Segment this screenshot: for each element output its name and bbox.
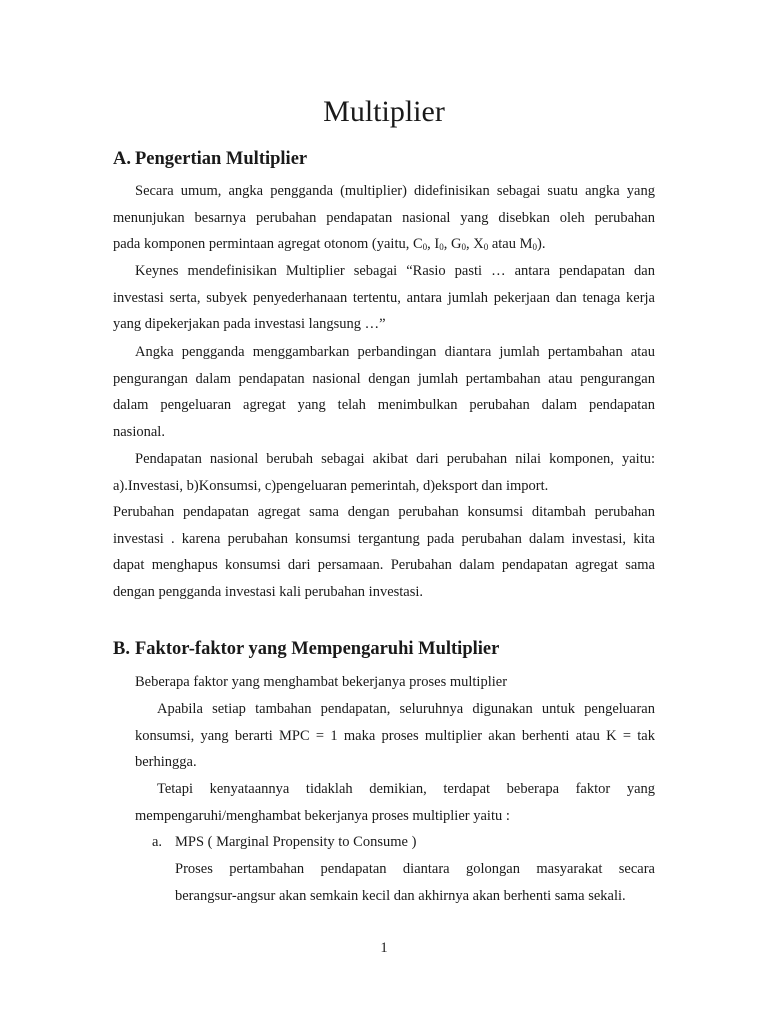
text-span: , X (465, 236, 484, 252)
text-line: dengan pengganda investasi kali perubahan investasi. (113, 583, 424, 600)
text-line: Tetapi kenyataannya tidaklah demikian, terdapat beberapa faktor yang (157, 781, 655, 797)
text-line: a).Investasi, b)Konsumsi, c)pengeluaran pemerintah, d)eksport dan import. (113, 477, 549, 494)
text-line: investasi serta, subyek penyederhanaan tertentu, antara jumlah pekerjaan dan tenaga kerja (113, 289, 655, 306)
text-span: ). (537, 236, 546, 252)
subscript: 0 (483, 242, 489, 252)
list-item-title: MPS ( Marginal Propensity to Consume ) (175, 834, 417, 850)
text-line: Angka pengganda menggambarkan perbandingan diantara jumlah pertambahan atau (135, 344, 655, 360)
text-line: Apabila setiap tambahan pendapatan, seluruhnya digunakan untuk pengeluaran (157, 701, 655, 717)
document-title: Multiplier (323, 95, 445, 128)
subscript: 0 (532, 242, 538, 252)
text-line: pengurangan dalam pendapatan nasional dengan jumlah pertambahan atau pengurangan (113, 370, 655, 387)
text-span: , G (443, 236, 462, 252)
list-marker-a: a. (152, 834, 163, 850)
section-a-paragraph-3 (113, 339, 655, 445)
text-line: Beberapa faktor yang menghambat bekerjanya proses multiplier (135, 674, 508, 690)
section-a-paragraph-1 (113, 178, 655, 258)
section-b-label: B. (113, 639, 130, 659)
list-item-body (175, 856, 655, 909)
text-line: dapat menghapus konsumsi dari persamaan. Perubahan dalam pendapatan agregat sama (113, 557, 655, 573)
text-line: dalam pengeluaran agregat yang telah menimbulkan perubahan dalam pendapatan (113, 397, 655, 413)
text-line: Perubahan pendapatan agregat sama dengan perubahan konsumsi ditambah perubahan (113, 504, 655, 520)
section-a-label: A. (113, 149, 131, 169)
text-line: berhingga. (135, 754, 197, 770)
text-line: Proses pertambahan pendapatan diantara golongan masyarakat secara (175, 861, 655, 877)
text-line: yang dipekerjakan pada investasi langsung …” (113, 316, 386, 332)
section-b-heading (113, 637, 499, 661)
subscript: 0 (439, 242, 444, 252)
text-line: nasional. (113, 423, 165, 440)
text-line: investasi . karena perubahan konsumsi tergantung pada perubahan dalam investasi, kita (113, 530, 655, 547)
text-line: konsumsi, yang berarti MPC = 1 maka proses multiplier akan berhenti atau K = tak (135, 727, 655, 744)
text-line (113, 231, 655, 258)
text-line: Secara umum, angka pengganda (multiplier) didefinisikan sebagai suatu angka yang (135, 183, 655, 199)
section-a-paragraph-4 (113, 446, 655, 499)
section-b-title: Faktor-faktor yang Mempengaruhi Multiplier (135, 639, 500, 659)
section-a-heading (113, 147, 307, 171)
text-line: Keynes mendefinisikan Multiplier sebagai “Rasio pasti … antara pendapatan dan (135, 263, 655, 279)
section-a-paragraph-2 (113, 258, 655, 338)
section-a-paragraph-5 (113, 499, 655, 605)
text-span: pada komponen permintaan agregat otonom (yaitu, C (113, 236, 423, 252)
text-line: mempengaruhi/menghambat bekerjanya proses multiplier yaitu : (135, 807, 510, 824)
text-span: , I (427, 236, 440, 252)
text-line: Pendapatan nasional berubah sebagai akibat dari perubahan nilai komponen, yaitu: (135, 451, 655, 467)
page-number: 1 (380, 940, 388, 956)
section-a-title: Pengertian Multiplier (135, 149, 308, 169)
text-span: atau M (488, 236, 533, 252)
subscript: 0 (422, 242, 428, 252)
text-line: berangsur-angsur akan semkain kecil dan akhirnya akan berhenti sama sekali. (175, 887, 626, 904)
section-b-paragraph-2 (135, 776, 655, 829)
section-b-paragraph-1 (135, 696, 655, 776)
text-line: menunjukan besarnya perubahan pendapatan nasional yang disebkan oleh perubahan (113, 209, 655, 226)
section-b-intro (135, 669, 655, 696)
subscript: 0 (461, 242, 466, 252)
